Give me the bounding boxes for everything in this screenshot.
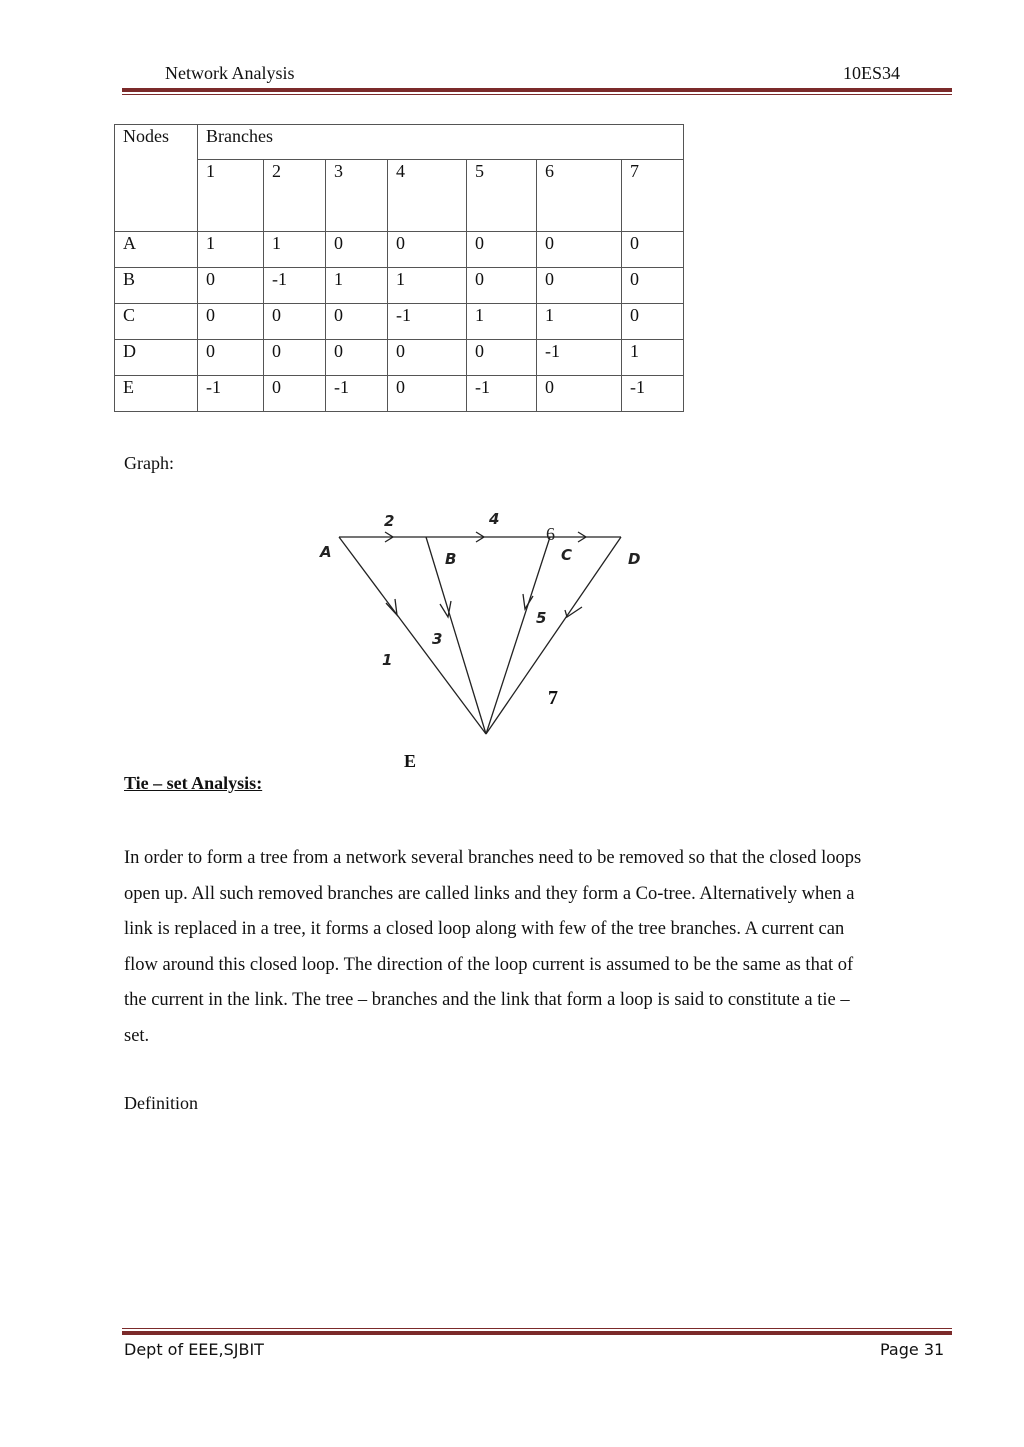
node-cell: C: [115, 304, 198, 340]
value-cell: -1: [264, 268, 326, 304]
value-cell: 0: [326, 232, 388, 268]
branch-label-6: 6: [546, 524, 555, 544]
value-cell: -1: [537, 340, 622, 376]
header-rule-thick: [122, 88, 952, 92]
value-cell: -1: [326, 376, 388, 412]
value-cell: -1: [467, 376, 537, 412]
node-label-b: B: [445, 550, 457, 568]
value-cell: 1: [326, 268, 388, 304]
definition-heading: Definition: [124, 1093, 198, 1113]
branch-number: 2: [264, 160, 326, 232]
branches-header: Branches: [198, 125, 684, 160]
value-cell: 1: [622, 340, 684, 376]
value-cell: 0: [326, 304, 388, 340]
value-cell: -1: [388, 304, 467, 340]
value-cell: 0: [264, 340, 326, 376]
value-cell: 0: [622, 268, 684, 304]
value-cell: 0: [467, 340, 537, 376]
node-cell: A: [115, 232, 198, 268]
value-cell: -1: [198, 376, 264, 412]
node-cell: B: [115, 268, 198, 304]
value-cell: 0: [537, 376, 622, 412]
table-row: [115, 304, 684, 340]
branch-label-4: 4: [489, 510, 500, 528]
value-cell: 0: [198, 268, 264, 304]
value-cell: 0: [537, 268, 622, 304]
branch-number: 5: [467, 160, 537, 232]
node-cell: E: [115, 376, 198, 412]
value-cell: 1: [467, 304, 537, 340]
body-paragraph: [124, 841, 954, 1055]
value-cell: 0: [326, 340, 388, 376]
table-header-row: [115, 125, 684, 160]
value-cell: 0: [467, 232, 537, 268]
nodes-header: Nodes: [115, 125, 198, 232]
value-cell: 0: [467, 268, 537, 304]
branch-number: 3: [326, 160, 388, 232]
value-cell: 1: [198, 232, 264, 268]
value-cell: 0: [388, 340, 467, 376]
value-cell: 0: [198, 340, 264, 376]
paragraph-line: the current in the link. The tree – branches and the link that form a loop is said to constitute a tie –: [124, 990, 850, 1011]
value-cell: 0: [388, 376, 467, 412]
header-rule-thin: [122, 94, 952, 95]
paragraph-line: flow around this closed loop. The direction of the loop current is assumed to be the same as that of: [124, 954, 854, 975]
node-cell: D: [115, 340, 198, 376]
value-cell: 1: [264, 232, 326, 268]
footer-department: Dept of EEE,SJBIT: [124, 1340, 264, 1359]
node-label-e: E: [404, 751, 417, 771]
branch-number: 4: [388, 160, 467, 232]
paragraph-line: link is replaced in a tree, it forms a closed loop along with few of the tree branches. A current can: [124, 919, 845, 940]
branch-label-3: 3: [432, 630, 443, 648]
branch-label-1: 1: [382, 651, 393, 669]
footer-page-number: Page 31: [880, 1340, 945, 1359]
incidence-table: [114, 124, 684, 412]
table-row: [115, 232, 684, 268]
branch-number: 1: [198, 160, 264, 232]
footer-rule-thick: [122, 1331, 952, 1335]
node-label-c: C: [561, 546, 573, 564]
paragraph-line: set.: [124, 1025, 150, 1046]
branch-line-1: [339, 537, 486, 734]
network-graph: [300, 500, 660, 745]
branch-number-row: [115, 160, 684, 232]
paragraph-line: In order to form a tree from a network several branches need to be removed so that the closed loops: [124, 848, 862, 868]
value-cell: 0: [198, 304, 264, 340]
value-cell: -1: [622, 376, 684, 412]
paragraph-line: open up. All such removed branches are called links and they form a Co-tree. Alternatively when a: [124, 883, 855, 904]
branch-number: 6: [537, 160, 622, 232]
table-row: [115, 268, 684, 304]
value-cell: 0: [537, 232, 622, 268]
branch-number: 7: [622, 160, 684, 232]
branch-line-5: [486, 537, 550, 734]
table-row: [115, 340, 684, 376]
header-course-code: 10ES34: [843, 63, 901, 83]
table-row: [115, 376, 684, 412]
branch-label-7: 7: [548, 687, 558, 709]
value-cell: 1: [388, 268, 467, 304]
value-cell: 1: [537, 304, 622, 340]
graph-label: Graph:: [124, 453, 174, 473]
value-cell: 0: [264, 376, 326, 412]
node-label-d: D: [628, 550, 641, 568]
footer-rule-thin: [122, 1328, 952, 1329]
section-title: Tie – set Analysis:: [124, 773, 263, 793]
value-cell: 0: [388, 232, 467, 268]
branch-label-2: 2: [384, 512, 395, 530]
value-cell: 0: [622, 304, 684, 340]
value-cell: 0: [622, 232, 684, 268]
node-label-a: A: [320, 543, 332, 561]
branch-label-5: 5: [536, 609, 547, 627]
header-title: Network Analysis: [165, 63, 295, 83]
value-cell: 0: [264, 304, 326, 340]
